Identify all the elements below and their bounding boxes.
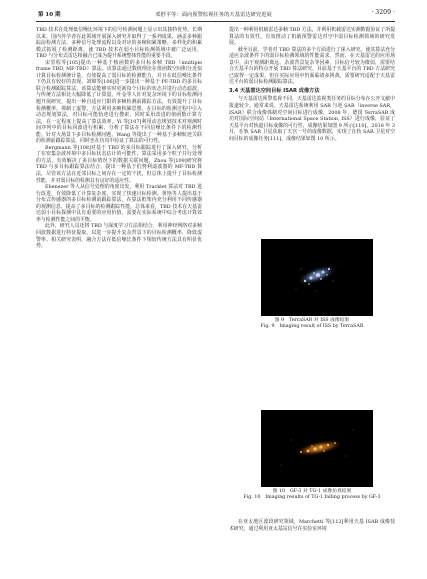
body-paragraph: TBD 技术在处理低信噪比环境下的信号检测问题上显示出其独特优势。长期以来，国内外学者在此领域开展深入研究并取得了一系列成果，涵盖多种跟踪前检测方法，多种信号处理流程以及对应的多帧积累策略。多样化的积累模式拓展了检测距离，使 TBD 技术在弱小目标检测领域中被广泛运用，TBD 与分布式雷达相融合已成为提升系统整体性能的重要手段。 bbox=[36, 27, 202, 60]
caption-cn: 图 9 TerraSAR 对 ISS 成像结果 bbox=[274, 318, 350, 323]
body-paragraph: 宋里程等[105]提出一种基于核函数的多目标多帧 TBD（multiple frame TBD, MF-TBD）算法。该算法通过数值理论在值函数空间积分近似计算目标检测统计量，有效提高了弱目标的检测能力，并且在低信噪比条件下仍具有较好的表现。刘锦等[106]进一步提出一种基于 PF-TBD 的多目标联合检测跟踪算法，该算法能够实时更新每个目标的状态并进行动态滤波，与传统方法相比大幅降低了计算量。叶金等人针对复杂环境下的目标检测问题开展研究，提出一种自适应门限的多帧检测前跟踪方法，有效提升了目标检测概率，抑制了虚警。方法利用多帧积累思想，在目标的检测过程中引入动态规划算法，对目标可能轨迹进行搜索，同时采用改进的值函数计算方法，在一定程度上提高了算法效率。Yi 等[107]利用动态规划技术对观测时间序列中的目标回波进行积累，分析了算法在不同信噪比条件下的检测性能。针对大场景下多目标检测问题，Wang 等提出了一种基于多帧航迹关联的检测前跟踪算法，同时也在仿真中验证了算法的可行性。 bbox=[36, 59, 202, 145]
tg1-scatter-icon bbox=[261, 410, 373, 487]
body-paragraph: 与天基雷达预警监视不同，天基雷达监视类任务的目标分布在公开文献中报道较少。通常来说，天基雷达系统利用 SAR 与逆 SAR（inverse SAR，ISAR）联合成像体制对空间目标进行成像，2008 年，德国 TerraSAR 成功对国际空间站（International Space Station, ISS）进行成像，验证了天基平台对轨道目标成像的可行性，成像结果如图 9 所示[110]。2018 年 3 月，在轨 SAR 卫星获取了天宫一号的成像数据，实现了在轨 SAR 卫星对空间目标的成像任务[111]，成像结果如图 10 所示。 bbox=[229, 96, 395, 142]
section-heading: 3.4 天基雷达空间目标 ISAR 成像方法 bbox=[229, 87, 320, 94]
body-paragraph: 此外，研究人员还将 TBD 与深度学习方法相结合，利用神经网络对多帧回波数据进行特征提取，以进一步提升复杂背景下的目标检测概率，降低虚警率。相关研究表明，融合方法在低信噪比条件下相较传统方法具有明显优势。 bbox=[36, 223, 202, 250]
body-paragraph: 在亚太地区波段研究领域，Marchetti 等[112]利用天基 ISAR 成像技术研究，通过利用亚太基站信号在实验室环境 bbox=[229, 519, 395, 532]
isar-scatter-icon bbox=[261, 239, 373, 316]
caption-cn: 图 10 GF-3 对 TG-1 成像仿真结果 bbox=[272, 489, 352, 494]
page-header bbox=[0, 8, 427, 22]
right-column bbox=[229, 27, 395, 142]
bottom-paragraph-block bbox=[229, 519, 395, 532]
figure-9-caption bbox=[229, 318, 395, 330]
running-title: 邓舒平等：面向预警监视任务的天基雷达研究进展 bbox=[155, 12, 272, 18]
figure-9-isar-image bbox=[261, 239, 373, 316]
caption-en: Fig. 10 Imaging results of TG-1 falling process by GF-3 bbox=[243, 495, 381, 501]
body-paragraph: 提出一种利用机载雷达多帧 TBD 方法，并利用机载雷达实测数据验证了所提算法的有效性。有效推动了机载预警雷达对空中弱目标检测领域的研究发展。 bbox=[229, 27, 395, 47]
body-paragraph: Bergmann 等[108]对基于 TBD 的多目标跟踪进行了深入研究，分析了在密集杂波环境中多目标状态估计的可能性。算法采用多个粒子并行处理的方法，有效解决了多目标情况下的数据关联问题。Zhou 等[109]研究将 TBD 与多目标跟踪算法结合，提出一种基于伯努利滤波器的 MF-TBD 算法，尽管该方法在近邻目标之间存在一定的干扰，但总体上提升了目标检测性能，并对弱目标的检测具有良好的适应性。 bbox=[36, 144, 202, 184]
page-number: · 3209 · bbox=[371, 9, 395, 16]
figure-10-caption bbox=[229, 489, 395, 501]
caption-en: Fig. 9 Imaging result of ISS by TerraSAR bbox=[260, 324, 364, 330]
figure-10-isar-image bbox=[261, 410, 373, 487]
body-paragraph: Ebenezer 等人从信号处理的角度出发，利用 Tracklet 算法对 TBD 进行改进，有效降低了计算复杂度，实现了快速目标检测。黄艳等人提出基于分布式传感器的多目标检测前跟踪算法，在算法框架内充分利用不同传感器的观测信息，提高了多目标的检测跟踪性能。总体来看，TBD 技术在天基雷达弱小目标探测中具有重要的应用价值，需要在实际系统中综合考虑计算效率与检测性能之间的平衡。 bbox=[36, 184, 202, 223]
body-paragraph: 截至目前，学者对 TBD 算法的多个方面进行了深入研究，使其算法充分适应杂波条件下的弱目标检测领域的性能需求。然而，在天基雷达的应用场景中，由于观测距离远、杂波背景复杂等因素，目标信号较为微弱，需要结合天基平台的特点开展 TBD 算法研究。目前基于天基平台的 TBD 方法研究已取得一定成果，但在实际应用中仍面临诸多挑战，需要研究适配于天基雷达平台的弱目标检测跟踪算法。 bbox=[229, 46, 395, 86]
header-rule bbox=[36, 21, 395, 22]
issue-number: 第 10 期 bbox=[38, 12, 61, 18]
left-column bbox=[36, 27, 202, 250]
